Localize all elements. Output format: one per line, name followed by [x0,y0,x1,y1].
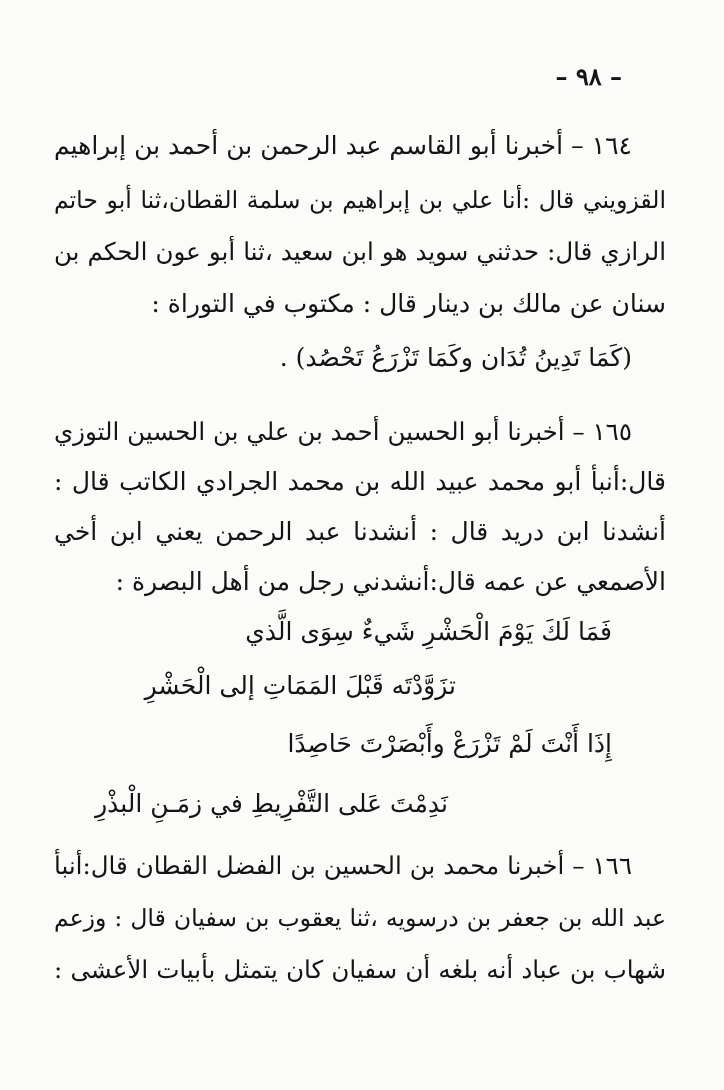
entry-164-line-3: الرازي قال: حدثني سويد هو ابن سعيد ،ثنا أبو عون الحكم بن [54,237,666,266]
poem-verse-3: إِذَا أَنْتَ لَمْ تَزْرَعْ وأَبْصَرْتَ حَاصِدًا [287,729,612,758]
entry-165-line-2: قال:أنبأ أبو محمد عبيد الله بن محمد الجرادي الكاتب قال : [54,467,666,496]
entry-166-line-1: ١٦٦ – أخبرنا محمد بن الحسين بن الفضل القطان قال:أنبأ [54,851,632,880]
page-number: – ٩٨ – [555,62,622,91]
entry-166-line-3: شهاب بن عباد أنه بلغه أن سفيان كان يتمثل بأبيات الأعشى : [54,955,666,984]
entry-164-line-1: ١٦٤ – أخبرنا أبو القاسم عبد الرحمن بن أحمد بن إبراهيم [54,131,632,160]
entry-164-quote: (كَمَا تَدِينُ تُدَان وكَمَا تَزْرَعُ تَحْصُد) . [279,343,632,372]
poem-verse-2: تزَوَّدْتَه قَبْلَ المَمَاتِ إلى الْحَشْرِ [144,671,456,700]
poem-verse-1: فَمَا لَكَ يَوْمَ الْحَشْرِ شَيءٌ سِوَى الَّذي [245,617,612,646]
entry-164-line-2: القزويني قال :أنا علي بن إبراهيم بن سلمة القطان،ثنا أبو حاتم [54,186,666,214]
poem-verse-4: نَدِمْتَ عَلى التَّفْرِيطِ في زمَـنِ الْبذْرِ [95,789,448,818]
entry-164-line-4: سنان عن مالك بن دينار قال : مكتوب في التوراة : [151,289,666,318]
entry-166-line-2: عبد الله بن جعفر بن درسويه ،ثنا يعقوب بن سفيان قال : وزعم [54,904,666,932]
entry-165-line-4: الأصمعي عن عمه قال:أنشدني رجل من أهل البصرة : [115,567,666,596]
entry-165-line-1: ١٦٥ – أخبرنا أبو الحسين أحمد بن علي بن الحسين التوزي [54,417,632,446]
entry-165-line-3: أنشدنا ابن دريد قال : أنشدنا عبد الرحمن يعني ابن أخي [54,517,666,546]
